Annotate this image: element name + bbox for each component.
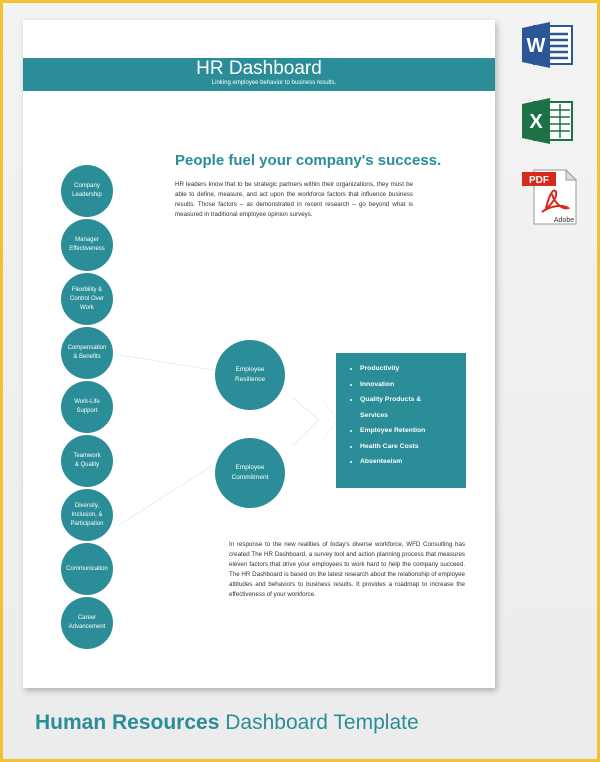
svg-text:Adobe: Adobe (553, 217, 575, 224)
outcome-item: • Health Care Costs (360, 439, 458, 455)
svg-text:PDF: PDF (529, 175, 549, 186)
outcome-item: • Absenteeism (360, 454, 458, 470)
factor-manager-effectiveness: Manager Effectiveness (61, 219, 113, 271)
driver-employee-commitment: Employee Commitment (215, 438, 285, 508)
template-name: Human Resources Dashboard Template (35, 711, 419, 734)
outcomes-list (350, 361, 458, 470)
factor-work-life-support: Work-Life Support (61, 381, 113, 433)
driver-employee-resilience: Employee Resilience (215, 340, 285, 410)
factor-diversity: Diversity, Inclusion, & Participation (61, 489, 113, 541)
factor-compensation: Compensation & Benefits (61, 327, 113, 379)
svg-text:X: X (529, 111, 543, 133)
factor-communication: Communication (61, 543, 113, 595)
factor-career-advancement: Career Advancement (61, 597, 113, 649)
outcomes-box (336, 353, 466, 488)
document-page (23, 20, 495, 688)
outcome-item: • Productivity (360, 361, 458, 377)
factor-teamwork: Teamwork & Quality (61, 435, 113, 487)
outcome-item: • Quality Products & (360, 392, 458, 408)
outcome-item: • Innovation (360, 377, 458, 393)
headline: People fuel your company's success. (175, 152, 442, 169)
pdf-file-icon[interactable] (520, 168, 580, 226)
page-subtitle: Linking employee behavior to business results. (211, 80, 337, 86)
outcome-item-continued: Services (360, 411, 388, 419)
page-title: HR Dashboard (196, 58, 322, 79)
intro-paragraph: HR leaders know that to be strategic partners within their organizations, they must be able to define, measure, and act upon the workforce factors that influence business results. Those factors – as demonstrated in recent research – go beyond what is measured in traditional employee opinion surveys. (175, 181, 413, 218)
word-file-icon[interactable] (520, 20, 576, 70)
excel-file-icon[interactable] (520, 96, 576, 146)
outro-paragraph: In response to the new realities of today's diverse workforce, WFD Consulting has created The HR Dashboard, a survey tool and action planning process that measures eleven factors that drive your employees to work hard to help the company succeed. The HR Dashboard is based on the latest research about the relationship of employee attitudes and behaviors to business results. It provides a roadmap to increase the effectiveness of your workforce. (229, 541, 465, 598)
factor-company-leadership: Company Leadership (61, 165, 113, 217)
factor-flexibility: Flexibility & Control Over Work (61, 273, 113, 325)
svg-text:W: W (526, 35, 546, 57)
outcome-item: • Employee Retention (360, 423, 458, 439)
